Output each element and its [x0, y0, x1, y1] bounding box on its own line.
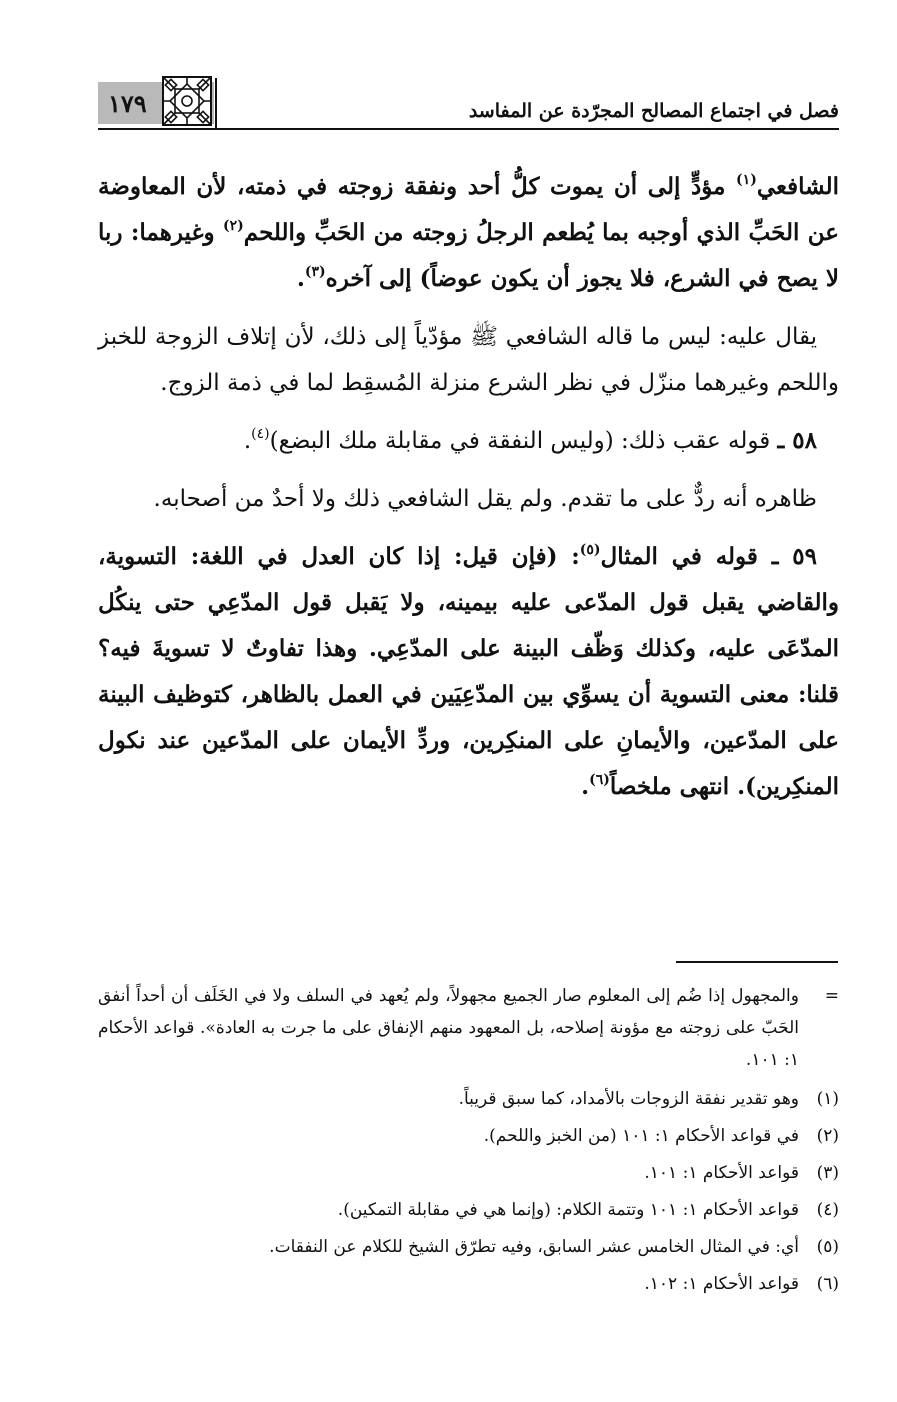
footnote-text: قواعد الأحكام ١: ١٠٢. [644, 1273, 799, 1294]
geometric-star-ornament-icon [162, 76, 212, 126]
footnote-item [98, 1154, 839, 1191]
page-number: ١٧٩ [108, 88, 147, 118]
footnote-number: (١) [816, 1088, 839, 1109]
text-run: . [296, 265, 305, 292]
running-title: فصل في اجتماع المصالح المجرّدة عن المفاسد [468, 100, 839, 122]
continuation-marker: = [824, 986, 839, 1006]
paragraph-item-59 [98, 534, 839, 810]
footnote-text: في قواعد الأحكام ١: ١٠١ (من الخبز واللحم). [483, 1125, 799, 1146]
footnote-ref-1: (١) [736, 172, 757, 188]
header-divider [215, 78, 217, 130]
text-run: . [581, 773, 590, 800]
header-rule [98, 128, 839, 130]
item-number: ٥٨ ـ [777, 427, 817, 454]
footnote-ref-4: (٤) [251, 426, 270, 442]
footnote-item [98, 1191, 839, 1228]
footnote-text: قواعد الأحكام ١: ١٠١ وتتمة الكلام: (وإنما هي في مقابلة التمكين). [337, 1199, 799, 1220]
paragraph-item-58 [98, 418, 839, 464]
text-run: الشافعي [756, 173, 839, 200]
footnote-ref-3: (٣) [304, 264, 326, 280]
footnote-number: (٣) [816, 1162, 839, 1183]
footnote-text: قواعد الأحكام ١: ١٠١. [644, 1162, 799, 1183]
footnote-separator [676, 961, 838, 963]
footnotes [98, 980, 839, 1302]
text-run: قوله في المثال [600, 543, 772, 570]
footnote-number: (٢) [816, 1125, 839, 1146]
footnote-text: أي: في المثال الخامس عشر السابق، وفيه تطرّق الشيخ للكلام عن النفقات. [269, 1236, 799, 1257]
footnote-number: (٦) [816, 1273, 839, 1294]
footnote-item [98, 1265, 839, 1302]
main-text [98, 164, 839, 822]
footnote-item [98, 1080, 839, 1117]
text-run: : (فإن قيل: إذا كان العدل في اللغة: التسوية، والقاضي يقبل قول المدّعى عليه بيمينه، ولا يَقبل قول المدّعِي حتى ينكُل المدّعَى عليه، وكذلك وَظّف البينة على المدّعِي. وهذا تفاوتٌ لا تسويةَ فيه؟ قلنا: معنى التسوية أن يسوِّي بين المدّعِيَين في العمل بالظاهر، كتوظيف البينة على المدّعين، والأيمانِ على المنكِرين، وردِّ الأيمان على المدّعين عند نكول المنكِرين). انتهى ملخصاً [98, 543, 839, 800]
footnote-item [98, 1117, 839, 1154]
footnote-number: (٤) [816, 1199, 839, 1220]
text-run: مؤدٍّ إلى أن يموت كلُّ أحد ونفقة زوجته في ذمته، لأن المعاوضة عن الحَبِّ الذي أوجبه بما يُطعم الرجلُ زوجته من الحَبِّ واللحم [98, 173, 839, 246]
paragraph-commentary: ظاهره أنه ردٌّ على ما تقدم. ولم يقل الشافعي ذلك ولا أحدٌ من أصحابه. [153, 486, 817, 512]
text-run: . [243, 428, 252, 454]
footnote-ref-2: (٢) [223, 218, 244, 234]
footnote-text: وهو تقدير نفقة الزوجات بالأمداد، كما سبق قريباً. [458, 1088, 799, 1109]
footnote-text: والمجهول إذا ضُم إلى المعلوم صار الجميع مجهولاً، ولم يُعهد في السلف ولا في الخَلَف أن أحداً أنفق الحَبّ على زوجته مع مؤونة إصلاحه، بل المعهود منهم الإنفاق على ما جرت به العادة». قواعد الأحكام ١: ١٠١. [98, 986, 799, 1070]
footnote-item [98, 1228, 839, 1265]
paragraph-commentary: يقال عليه: ليس ما قاله الشافعي ﷺ مؤدّياً إلى ذلك، لأن إتلاف الزوجة للخبز واللحم وغيرهما منزّل في نظر الشرع منزلة المُسقِط لما في ذمة الزوج. [98, 324, 839, 396]
footnote-number: (٥) [816, 1236, 839, 1257]
text-run: قوله عقب ذلك: (وليس النفقة في مقابلة ملك البضع) [269, 428, 778, 454]
paragraph-quote-continuation [98, 164, 839, 302]
footnote-ref-5: (٥) [579, 542, 601, 558]
text-run: وغيرهما: ربا لا يصح في الشرع، فلا يجوز أن يكون عوضاً) إلى آخره [98, 219, 839, 292]
footnote-ref-6: (٦) [589, 772, 610, 788]
footnote-continuation [98, 980, 839, 1076]
page-header [98, 74, 839, 130]
item-number: ٥٩ ـ [771, 543, 818, 570]
